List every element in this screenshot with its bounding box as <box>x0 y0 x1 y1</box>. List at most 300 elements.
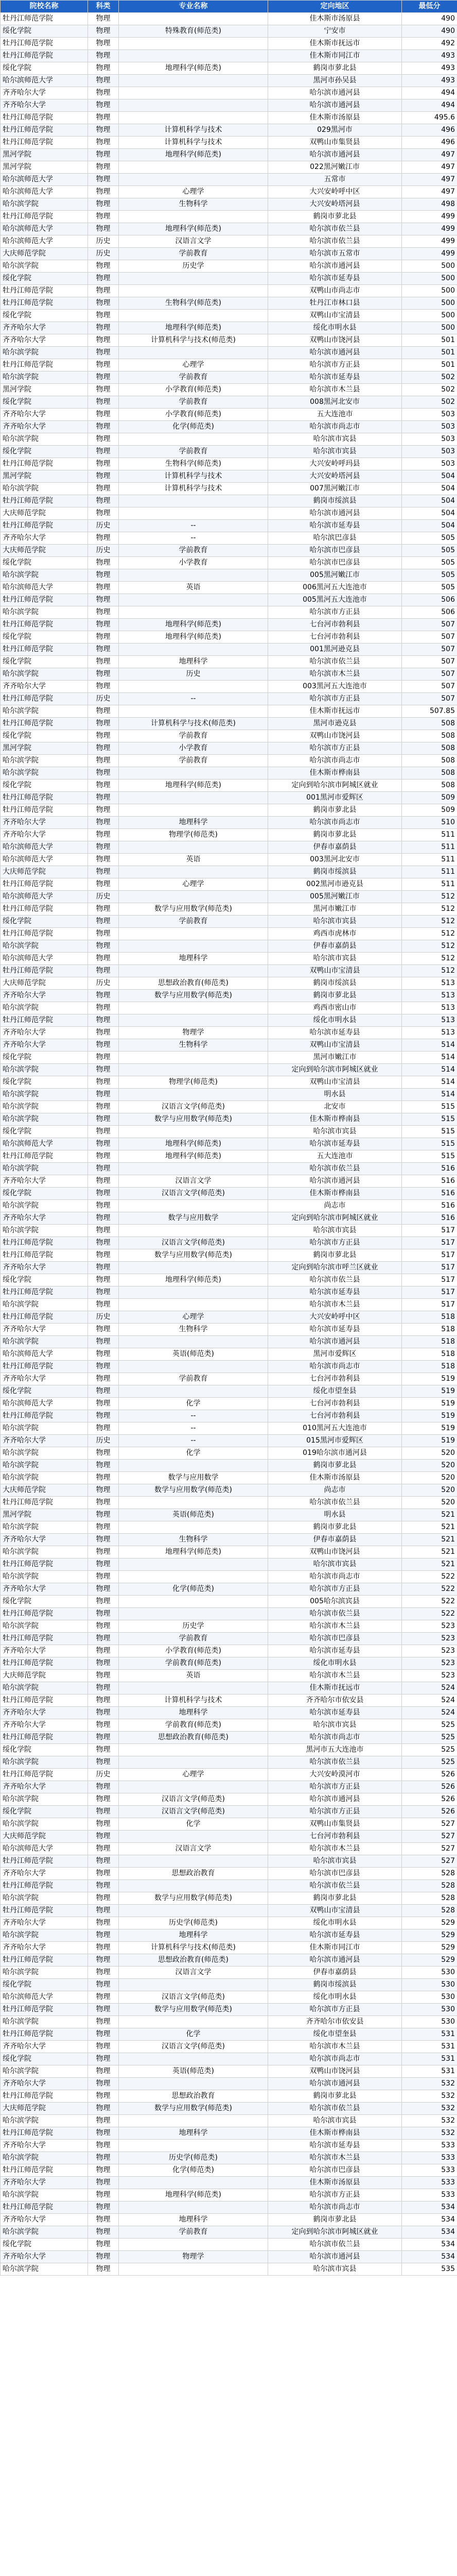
cell-major: 物理学(师范类) <box>119 1076 268 1089</box>
cell-subject: 物理 <box>88 866 119 878</box>
cell-subject: 物理 <box>88 643 119 656</box>
cell-min-score: 522 <box>402 1571 457 1583</box>
cell-min-score: 493 <box>402 50 457 62</box>
cell-region: 鹤岗市绥滨县 <box>268 866 402 878</box>
cell-subject: 物理 <box>88 804 119 817</box>
cell-subject: 物理 <box>88 1521 119 1534</box>
cell-min-score: 497 <box>402 174 457 186</box>
cell-major: 思想政治教育 <box>119 1868 268 1880</box>
cell-major: 英语(师范类) <box>119 1348 268 1361</box>
cell-major: 地理科学 <box>119 1929 268 1942</box>
cell-school: 哈尔滨学院 <box>1 1967 88 1979</box>
cell-school: 绥化学院 <box>1 1744 88 1756</box>
cell-region: 七台河市勃利县 <box>268 1410 402 1422</box>
cell-school: 齐齐哈尔大学 <box>1 1868 88 1880</box>
cell-subject: 物理 <box>88 1991 119 2004</box>
cell-school: 哈尔滨师范大学 <box>1 1348 88 1361</box>
cell-subject: 物理 <box>88 1398 119 1410</box>
cell-major: 心理学 <box>119 359 268 371</box>
cell-school: 哈尔滨学院 <box>1 1460 88 1472</box>
cell-subject: 物理 <box>88 1892 119 1905</box>
cell-major: 化学 <box>119 1818 268 1831</box>
cell-school: 哈尔滨学院 <box>1 569 88 582</box>
cell-major: 英语(师范类) <box>119 1509 268 1521</box>
cell-major: 地理科学 <box>119 656 268 668</box>
cell-region: 鹤岗市萝北县 <box>268 62 402 75</box>
cell-subject: 物理 <box>88 2201 119 2214</box>
cell-major: 生物科学 <box>119 198 268 211</box>
cell-region: 绥化市明水县 <box>268 1014 402 1027</box>
table-row <box>1 2016 457 2028</box>
cell-major: 化学 <box>119 1398 268 1410</box>
cell-subject: 物理 <box>88 1979 119 1991</box>
cell-min-score: 512 <box>402 953 457 965</box>
cell-subject: 物理 <box>88 273 119 285</box>
cell-school: 牡丹江师范学院 <box>1 2127 88 2140</box>
table-row <box>1 1608 457 1620</box>
cell-subject: 历史 <box>88 520 119 532</box>
cell-region: 五大连池市 <box>268 1150 402 1163</box>
cell-subject: 物理 <box>88 953 119 965</box>
cell-region: 绥化市望奎县 <box>268 1385 402 1398</box>
cell-region: 定向到哈尔滨市阿城区就业 <box>268 1064 402 1076</box>
cell-min-score: 513 <box>402 1027 457 1039</box>
cell-region: 佳木斯市桦南县 <box>268 2127 402 2140</box>
cell-subject: 物理 <box>88 1460 119 1472</box>
cell-region: 哈尔滨市方正县 <box>268 2189 402 2201</box>
cell-min-score: 528 <box>402 1905 457 1917</box>
cell-min-score: 522 <box>402 1583 457 1596</box>
cell-subject: 物理 <box>88 174 119 186</box>
cell-region: 佳木斯市汤原县 <box>268 112 402 124</box>
cell-subject: 物理 <box>88 1917 119 1929</box>
table-row <box>1 198 457 211</box>
cell-school: 牡丹江师范学院 <box>1 1150 88 1163</box>
table-row <box>1 1645 457 1657</box>
cell-school: 哈尔滨学院 <box>1 198 88 211</box>
table-row <box>1 1014 457 1027</box>
cell-school: 哈尔滨学院 <box>1 1089 88 1101</box>
cell-subject: 物理 <box>88 1868 119 1880</box>
cell-school: 哈尔滨学院 <box>1 705 88 718</box>
cell-school: 黑河学院 <box>1 1509 88 1521</box>
header-school: 院校名称 <box>1 1 88 13</box>
cell-region: 哈尔滨市方正县 <box>268 359 402 371</box>
table-row <box>1 866 457 878</box>
cell-subject: 物理 <box>88 965 119 977</box>
table-row <box>1 953 457 965</box>
cell-subject: 物理 <box>88 1472 119 1484</box>
cell-region: 双鸭山市宝清县 <box>268 965 402 977</box>
cell-region: 黑河市孙吴县 <box>268 75 402 87</box>
cell-major: 学前教育 <box>119 730 268 742</box>
cell-min-score: 517 <box>402 1286 457 1299</box>
table-row <box>1 1484 457 1497</box>
cell-major: 地理科学 <box>119 2127 268 2140</box>
cell-region: 002黑河市逊克县 <box>268 878 402 891</box>
cell-region: 哈尔滨市方正县 <box>268 1583 402 1596</box>
table-row <box>1 1175 457 1188</box>
cell-min-score: 507 <box>402 656 457 668</box>
cell-school: 牡丹江师范学院 <box>1 2004 88 2016</box>
cell-min-score: 533 <box>402 2140 457 2152</box>
cell-school: 牡丹江师范学院 <box>1 1880 88 1892</box>
cell-min-score: 497 <box>402 186 457 198</box>
cell-subject: 物理 <box>88 1509 119 1521</box>
cell-major <box>119 1262 268 1274</box>
cell-subject: 物理 <box>88 446 119 458</box>
cell-subject: 物理 <box>88 1039 119 1052</box>
cell-region: 哈尔滨市通河县 <box>268 347 402 359</box>
table-row <box>1 273 457 285</box>
cell-major: 地理科学(师范类) <box>119 322 268 334</box>
cell-region: 哈尔滨市依兰县 <box>268 1608 402 1620</box>
cell-major <box>119 38 268 50</box>
cell-region: 005黑河嫩江市 <box>268 569 402 582</box>
cell-major: 特殊教育(师范类) <box>119 25 268 38</box>
cell-subject: 物理 <box>88 297 119 310</box>
cell-subject: 物理 <box>88 1831 119 1843</box>
cell-subject: 物理 <box>88 2004 119 2016</box>
cell-subject: 物理 <box>88 1089 119 1101</box>
cell-major <box>119 507 268 520</box>
cell-min-score: 509 <box>402 792 457 804</box>
cell-major <box>119 75 268 87</box>
cell-min-score: 502 <box>402 371 457 384</box>
cell-subject: 物理 <box>88 1422 119 1435</box>
cell-region: 鹤岗市萝北县 <box>268 211 402 223</box>
cell-region: 010黑河五大连池市 <box>268 1422 402 1435</box>
cell-min-score: 495.6 <box>402 112 457 124</box>
cell-region: 佳木斯市抚远市 <box>268 38 402 50</box>
cell-min-score: 520 <box>402 1472 457 1484</box>
table-row <box>1 940 457 953</box>
cell-subject: 物理 <box>88 2041 119 2053</box>
cell-min-score: 504 <box>402 470 457 483</box>
table-row <box>1 1385 457 1398</box>
cell-min-score: 497 <box>402 161 457 174</box>
cell-school: 齐齐哈尔大学 <box>1 334 88 347</box>
cell-major <box>119 841 268 854</box>
cell-school: 绥化学院 <box>1 730 88 742</box>
cell-region: 哈尔滨市宾县 <box>268 446 402 458</box>
table-row <box>1 1905 457 1917</box>
cell-school: 齐齐哈尔大学 <box>1 322 88 334</box>
cell-region: 哈尔滨市宾县 <box>268 2115 402 2127</box>
table-row <box>1 359 457 371</box>
cell-subject: 历史 <box>88 891 119 903</box>
cell-school: 哈尔滨学院 <box>1 347 88 359</box>
cell-min-score: 523 <box>402 1670 457 1682</box>
cell-region: 伊春市嘉荫县 <box>268 940 402 953</box>
cell-school: 牡丹江师范学院 <box>1 1855 88 1868</box>
cell-school: 哈尔滨师范大学 <box>1 841 88 854</box>
cell-school: 牡丹江师范学院 <box>1 38 88 50</box>
table-row <box>1 1472 457 1484</box>
table-row <box>1 643 457 656</box>
cell-school: 哈尔滨学院 <box>1 1818 88 1831</box>
cell-subject: 物理 <box>88 1806 119 1818</box>
cell-subject: 物理 <box>88 285 119 297</box>
table-row <box>1 62 457 75</box>
cell-major: 数学与应用数学(师范类) <box>119 1892 268 1905</box>
cell-region: 哈尔滨市尚志市 <box>268 1732 402 1744</box>
cell-school: 哈尔滨学院 <box>1 1793 88 1806</box>
table-row <box>1 322 457 334</box>
cell-region: 七台河市勃利县 <box>268 1831 402 1843</box>
cell-subject: 物理 <box>88 730 119 742</box>
cell-region: 双鸭山市饶河县 <box>268 1546 402 1558</box>
header-subject: 科类 <box>88 1 119 13</box>
cell-school: 齐齐哈尔大学 <box>1 1917 88 1929</box>
cell-min-score: 514 <box>402 1064 457 1076</box>
cell-region: 哈尔滨市依兰县 <box>268 235 402 248</box>
cell-region: 哈尔滨市通河县 <box>268 149 402 161</box>
table-row <box>1 433 457 446</box>
cell-subject: 历史 <box>88 977 119 990</box>
cell-subject: 物理 <box>88 1929 119 1942</box>
cell-school: 牡丹江师范学院 <box>1 13 88 25</box>
table-row <box>1 1348 457 1361</box>
cell-region: 哈尔滨市依兰县 <box>268 1274 402 1286</box>
cell-subject: 历史 <box>88 1435 119 1447</box>
cell-major <box>119 347 268 359</box>
cell-major <box>119 1460 268 1472</box>
table-row <box>1 25 457 38</box>
cell-subject: 历史 <box>88 248 119 260</box>
cell-region: 哈尔滨市宾县 <box>268 1855 402 1868</box>
cell-major: -- <box>119 1410 268 1422</box>
cell-region: 鹤岗市萝北县 <box>268 804 402 817</box>
cell-major <box>119 1608 268 1620</box>
cell-subject: 物理 <box>88 1608 119 1620</box>
cell-region: 哈尔滨市延寿县 <box>268 520 402 532</box>
cell-min-score: 525 <box>402 1732 457 1744</box>
cell-min-score: 499 <box>402 248 457 260</box>
cell-subject: 物理 <box>88 829 119 841</box>
table-row <box>1 1460 457 1472</box>
table-row <box>1 2226 457 2239</box>
table-row <box>1 2090 457 2103</box>
cell-region: 哈尔滨市通河县 <box>268 1175 402 1188</box>
cell-region: 佳木斯市桦南县 <box>268 1188 402 1200</box>
cell-min-score: 522 <box>402 1608 457 1620</box>
cell-major: 地理科学(师范类) <box>119 1274 268 1286</box>
cell-subject: 物理 <box>88 705 119 718</box>
cell-region: 006黑河五大连池市 <box>268 582 402 594</box>
table-row <box>1 1212 457 1225</box>
cell-subject: 物理 <box>88 1942 119 1954</box>
cell-school: 齐齐哈尔大学 <box>1 1212 88 1225</box>
cell-min-score: 500 <box>402 322 457 334</box>
cell-min-score: 519 <box>402 1422 457 1435</box>
cell-region: 佳木斯市抚远市 <box>268 705 402 718</box>
cell-school: 哈尔滨学院 <box>1 1546 88 1558</box>
cell-major <box>119 1200 268 1212</box>
cell-major <box>119 1225 268 1237</box>
cell-min-score: 515 <box>402 1150 457 1163</box>
cell-school: 哈尔滨学院 <box>1 1113 88 1126</box>
cell-school: 齐齐哈尔大学 <box>1 2251 88 2263</box>
cell-subject: 物理 <box>88 557 119 569</box>
table-row <box>1 1286 457 1299</box>
cell-subject: 物理 <box>88 260 119 273</box>
cell-min-score: 504 <box>402 495 457 507</box>
cell-major: 地理科学(师范类) <box>119 62 268 75</box>
cell-school: 哈尔滨师范大学 <box>1 1398 88 1410</box>
cell-min-score: 526 <box>402 1769 457 1781</box>
cell-school: 大庆师范学院 <box>1 248 88 260</box>
cell-min-score: 517 <box>402 1249 457 1262</box>
cell-subject: 物理 <box>88 1744 119 1756</box>
cell-major: 汉语言文学 <box>119 1967 268 1979</box>
cell-subject: 物理 <box>88 1286 119 1299</box>
cell-major <box>119 965 268 977</box>
cell-min-score: 508 <box>402 730 457 742</box>
cell-min-score: 507 <box>402 693 457 705</box>
cell-region: 定向到哈尔滨市阿城区就业 <box>268 1212 402 1225</box>
cell-school: 齐齐哈尔大学 <box>1 421 88 433</box>
table-row <box>1 1262 457 1274</box>
cell-school: 绥化学院 <box>1 62 88 75</box>
cell-region: 哈尔滨市宾县 <box>268 1225 402 1237</box>
table-row <box>1 1880 457 1892</box>
table-row <box>1 1138 457 1150</box>
cell-region: 黑河市嫩江市 <box>268 1052 402 1064</box>
cell-min-score: 521 <box>402 1558 457 1571</box>
cell-school: 牡丹江师范学院 <box>1 137 88 149</box>
table-row <box>1 1101 457 1113</box>
cell-major <box>119 1014 268 1027</box>
table-row <box>1 2152 457 2164</box>
cell-subject: 物理 <box>88 186 119 198</box>
table-row <box>1 2041 457 2053</box>
cell-major: 生物科学 <box>119 1039 268 1052</box>
cell-min-score: 522 <box>402 1596 457 1608</box>
cell-min-score: 535 <box>402 2263 457 2276</box>
cell-school: 绥化学院 <box>1 656 88 668</box>
cell-min-score: 500 <box>402 260 457 273</box>
cell-subject: 历史 <box>88 1769 119 1781</box>
cell-school: 牡丹江师范学院 <box>1 1286 88 1299</box>
cell-min-score: 521 <box>402 1534 457 1546</box>
cell-major <box>119 112 268 124</box>
cell-major: 学前教育 <box>119 545 268 557</box>
cell-school: 哈尔滨学院 <box>1 2115 88 2127</box>
cell-min-score: 530 <box>402 1967 457 1979</box>
cell-region: 哈尔滨市延寿县 <box>268 2140 402 2152</box>
cell-school: 齐齐哈尔大学 <box>1 1324 88 1336</box>
cell-min-score: 525 <box>402 1756 457 1769</box>
cell-school: 牡丹江师范学院 <box>1 520 88 532</box>
cell-min-score: 499 <box>402 235 457 248</box>
cell-min-score: 512 <box>402 940 457 953</box>
cell-min-score: 500 <box>402 285 457 297</box>
table-row <box>1 705 457 718</box>
cell-subject: 物理 <box>88 2103 119 2115</box>
table-row <box>1 384 457 396</box>
cell-major: 计算机科学与技术(师范类) <box>119 334 268 347</box>
cell-subject: 物理 <box>88 1756 119 1769</box>
cell-subject: 物理 <box>88 1138 119 1150</box>
cell-min-score: 533 <box>402 2177 457 2189</box>
table-row <box>1 2189 457 2201</box>
table-row <box>1 1324 457 1336</box>
cell-subject: 物理 <box>88 1558 119 1571</box>
cell-school: 哈尔滨师范大学 <box>1 953 88 965</box>
cell-min-score: 532 <box>402 2090 457 2103</box>
cell-min-score: 507 <box>402 631 457 643</box>
table-row <box>1 1670 457 1682</box>
cell-school: 牡丹江师范学院 <box>1 285 88 297</box>
cell-major: 学前教育 <box>119 1633 268 1645</box>
cell-school: 牡丹江师范学院 <box>1 619 88 631</box>
header-major: 专业名称 <box>119 1 268 13</box>
table-row <box>1 2103 457 2115</box>
cell-school: 哈尔滨学院 <box>1 940 88 953</box>
cell-major <box>119 2140 268 2152</box>
cell-min-score: 505 <box>402 582 457 594</box>
cell-subject: 物理 <box>88 668 119 681</box>
cell-min-score: 504 <box>402 483 457 495</box>
table-row <box>1 112 457 124</box>
cell-min-score: 523 <box>402 1657 457 1670</box>
cell-subject: 物理 <box>88 396 119 409</box>
cell-school: 大庆师范学院 <box>1 545 88 557</box>
cell-major <box>119 174 268 186</box>
cell-subject: 物理 <box>88 322 119 334</box>
cell-region: 鹤岗市萝北县 <box>268 2090 402 2103</box>
cell-school: 哈尔滨学院 <box>1 1892 88 1905</box>
cell-subject: 物理 <box>88 50 119 62</box>
table-row <box>1 928 457 940</box>
cell-min-score: 527 <box>402 1818 457 1831</box>
cell-school: 哈尔滨学院 <box>1 2016 88 2028</box>
cell-min-score: 497 <box>402 149 457 161</box>
cell-subject: 物理 <box>88 681 119 693</box>
cell-min-score: 527 <box>402 1831 457 1843</box>
cell-subject: 物理 <box>88 75 119 87</box>
cell-subject: 物理 <box>88 2078 119 2090</box>
table-row <box>1 2201 457 2214</box>
cell-region: 哈尔滨市木兰县 <box>268 1670 402 1682</box>
table-row <box>1 1929 457 1942</box>
cell-school: 绥化学院 <box>1 396 88 409</box>
cell-school: 绥化学院 <box>1 1274 88 1286</box>
cell-min-score: 503 <box>402 433 457 446</box>
table-row <box>1 396 457 409</box>
cell-region: 哈尔滨市宾县 <box>268 916 402 928</box>
table-row <box>1 520 457 532</box>
table-row <box>1 730 457 742</box>
cell-school: 哈尔滨师范大学 <box>1 891 88 903</box>
cell-region: 哈尔滨市通河县 <box>268 99 402 112</box>
table-row <box>1 2140 457 2152</box>
cell-subject: 物理 <box>88 483 119 495</box>
cell-school: 绥化学院 <box>1 631 88 643</box>
cell-major: -- <box>119 1435 268 1447</box>
cell-school: 哈尔滨学院 <box>1 668 88 681</box>
table-row <box>1 594 457 606</box>
cell-school: 齐齐哈尔大学 <box>1 1534 88 1546</box>
cell-school: 哈尔滨学院 <box>1 1299 88 1311</box>
cell-region: 哈尔滨市尚志市 <box>268 2201 402 2214</box>
cell-school: 哈尔滨学院 <box>1 1225 88 1237</box>
cell-region: 003黑河五大连池市 <box>268 681 402 693</box>
cell-subject: 物理 <box>88 940 119 953</box>
cell-school: 哈尔滨师范大学 <box>1 174 88 186</box>
cell-min-score: 524 <box>402 1707 457 1719</box>
